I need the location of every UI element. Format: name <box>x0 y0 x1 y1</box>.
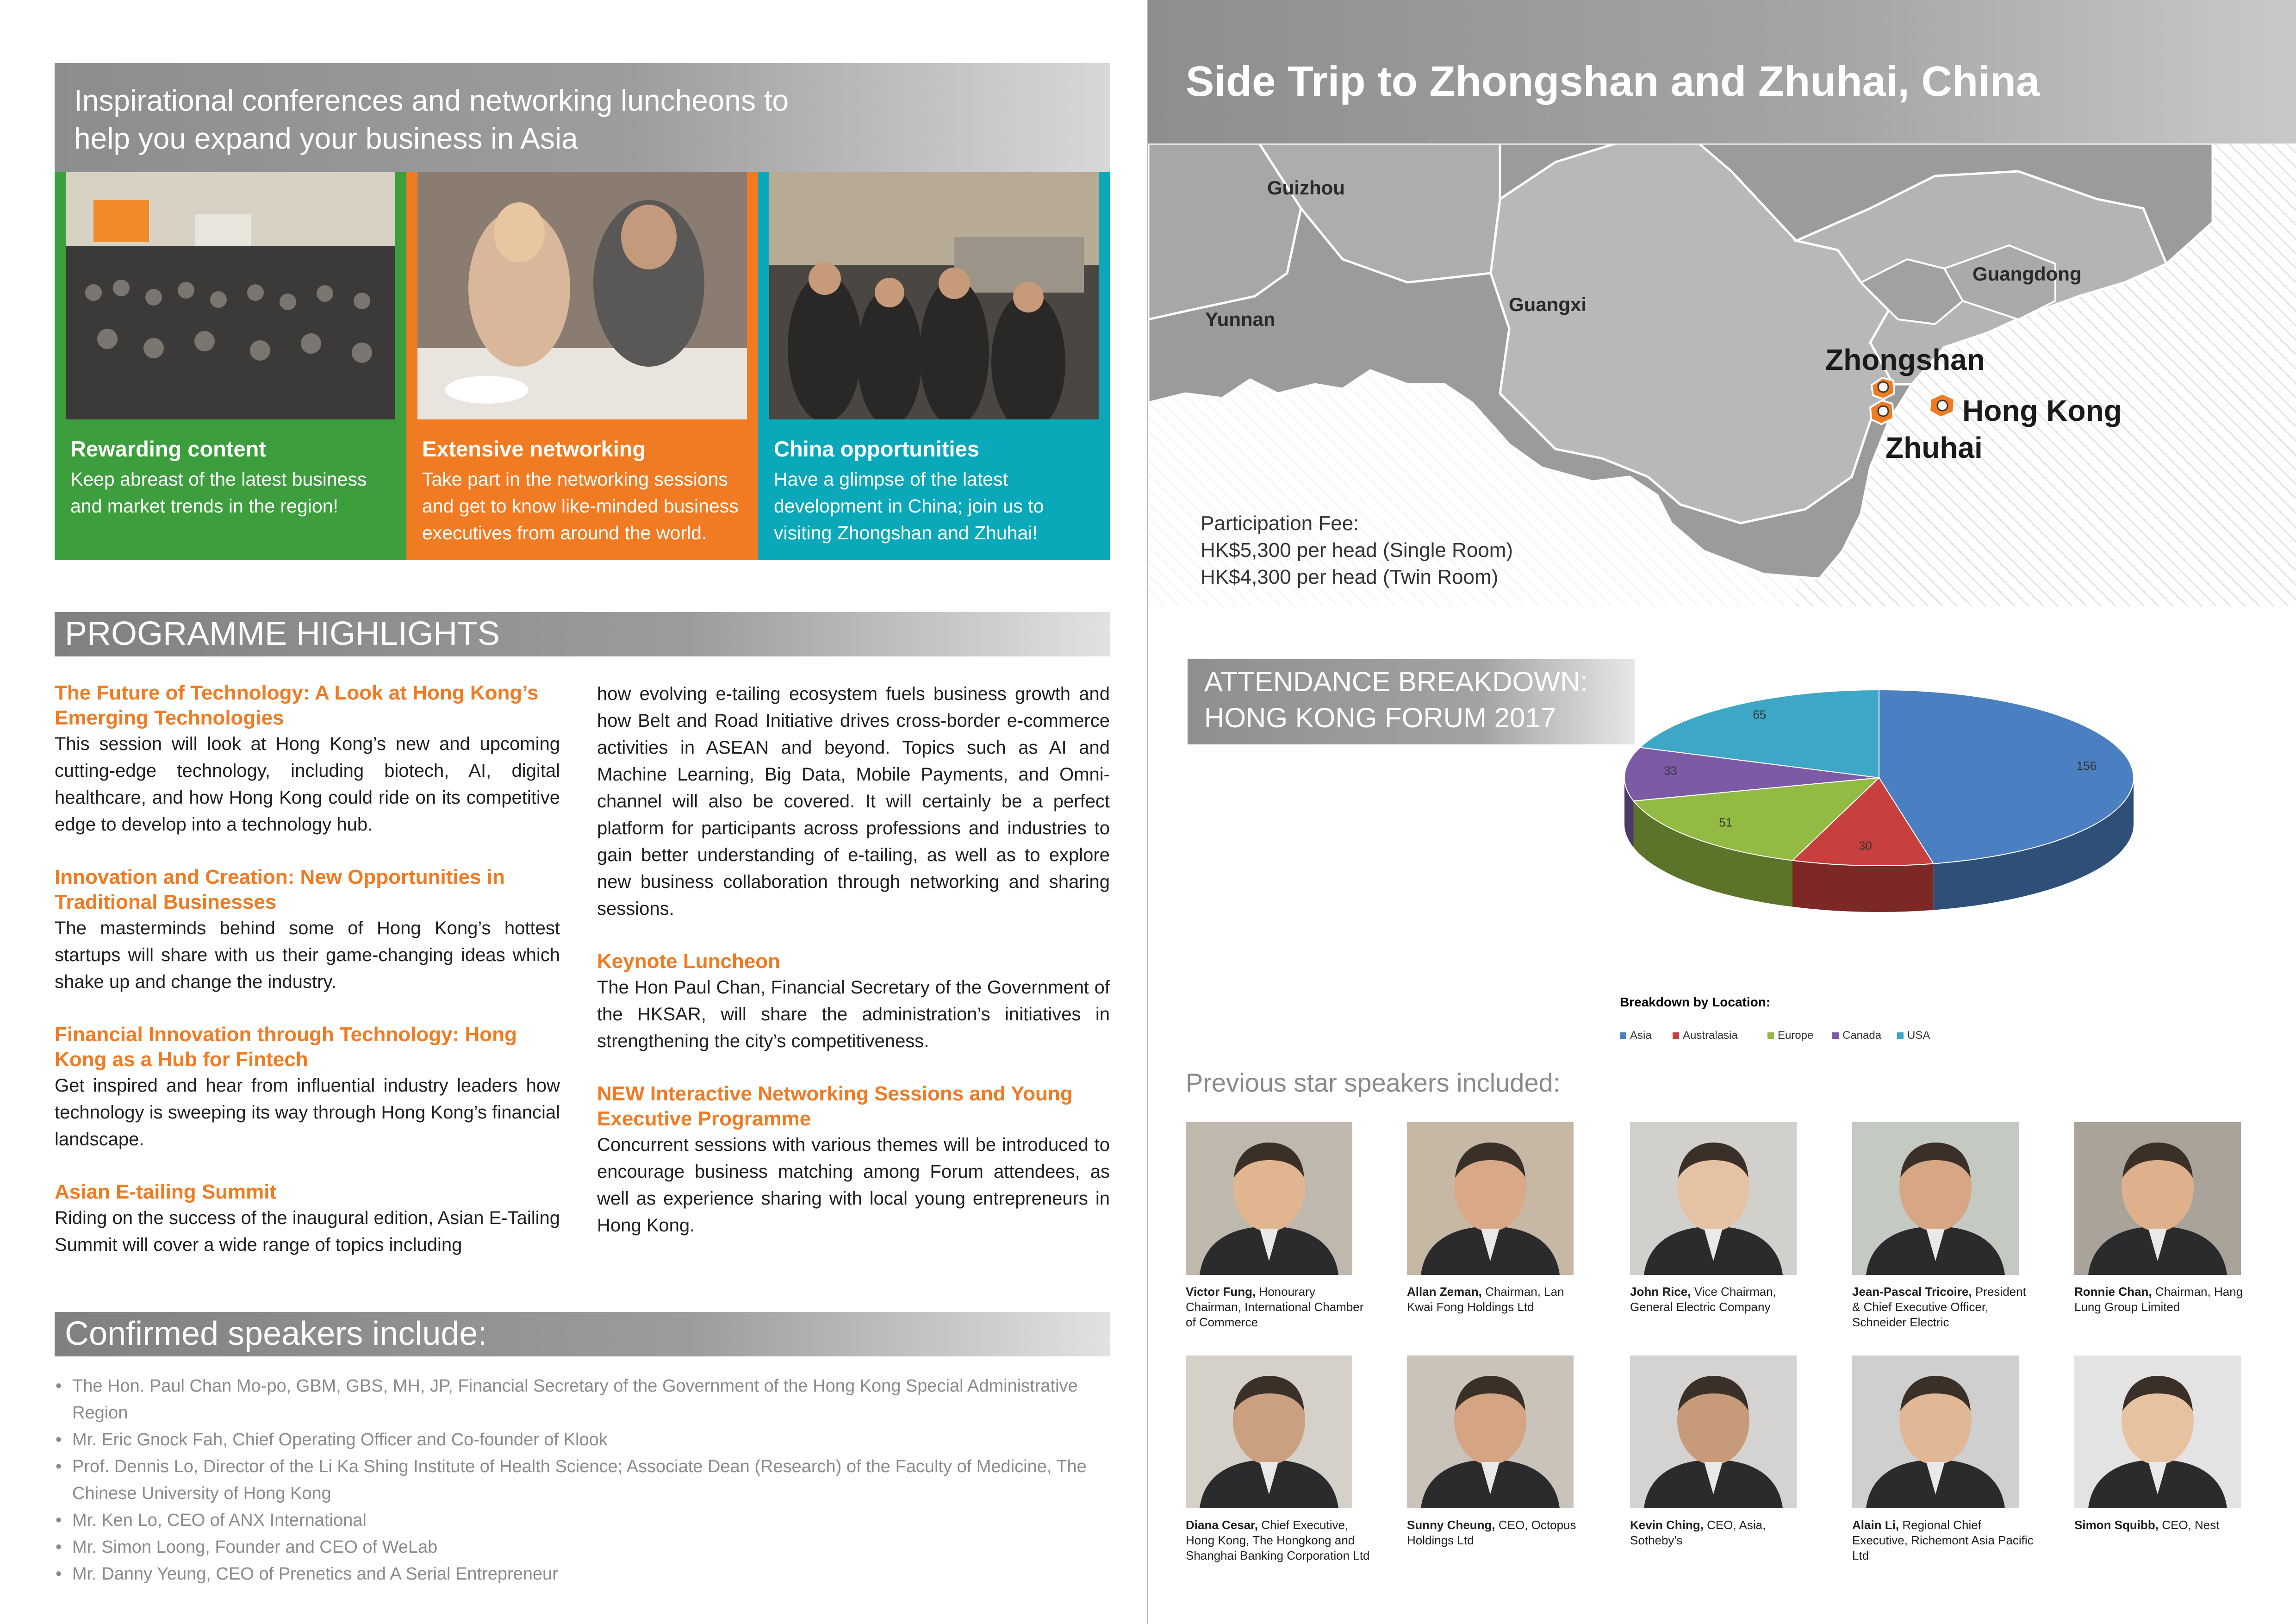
map-label-guangxi: Guangxi <box>1509 294 1587 315</box>
participation-fee <box>1201 510 1513 591</box>
highlight-body: Riding on the success of the inaugural edition, Asian E-Tailing Summit will cover a wide range of topics including <box>55 1208 560 1255</box>
tile-title: Rewarding content <box>70 437 267 461</box>
city-label-zhuhai: Zhuhai <box>1885 431 1983 464</box>
highlights-column-right <box>597 681 1110 1239</box>
speaker-caption <box>1852 1284 2037 1330</box>
tile-line: and market trends in the region! <box>70 495 338 517</box>
speaker-photo <box>1407 1355 1574 1508</box>
tile-rewarding-content <box>55 172 406 560</box>
speaker-role: Chairman, Lan Kwai Fong Holdings Ltd <box>1407 1285 1564 1314</box>
tile-line: Keep abreast of the latest business <box>70 468 367 490</box>
highlight-title: Financial Innovation through Technology: Hong Kong as a Hub for Fintech <box>55 1023 517 1071</box>
speaker-photo <box>1852 1122 2019 1275</box>
highlight-body: The Hon Paul Chan, Financial Secretary of the Government of the HKSAR, will share the administration’s initiatives in strengthening the city’s competitiveness. <box>597 977 1110 1051</box>
map-label-guizhou: Guizhou <box>1267 177 1345 199</box>
legend-label-australasia: Australasia <box>1683 1029 1738 1042</box>
speaker-name: Sunny Cheung, <box>1407 1518 1495 1532</box>
tile-line: visiting Zhongshan and Zhuhai! <box>774 522 1038 543</box>
speaker-photo <box>1630 1122 1797 1275</box>
speaker-name: Alain Li, <box>1852 1518 1899 1532</box>
speaker-caption <box>1186 1284 1371 1330</box>
speaker-caption <box>1630 1284 1815 1315</box>
speaker-role: Chief Executive, Hong Kong, The Hongkong and Shanghai Banking Corporation Ltd <box>1186 1518 1370 1562</box>
speaker-caption <box>2074 1518 2259 1533</box>
factory-visit-photo <box>769 172 1099 419</box>
speaker-name: Diana Cesar, <box>1186 1518 1258 1532</box>
speaker-role: President & Chief Executive Officer, Schneider Electric <box>1852 1285 2026 1329</box>
list-item: • Mr. Danny Yeung, CEO of Prenetics and A Serial Entrepreneur <box>56 1561 1120 1587</box>
attendance-heading-box <box>1188 659 1635 744</box>
speaker-name: Allan Zeman, <box>1407 1285 1482 1299</box>
tile-extensive-networking <box>406 172 758 560</box>
conference-hall-photo <box>66 172 395 419</box>
city-label-zhongshan: Zhongshan <box>1825 343 1985 376</box>
pie-slice-side-australasia <box>1792 861 1934 912</box>
speaker-photo <box>1852 1355 2019 1508</box>
legend-swatch-canada <box>1832 1032 1839 1039</box>
tile-line: development in China; join us to <box>774 495 1044 517</box>
list-item: • Mr. Eric Gnock Fah, Chief Operating Officer and Co-founder of Klook <box>56 1426 1120 1453</box>
pie-data-label: 156 <box>2076 759 2097 773</box>
tile-title: Extensive networking <box>422 437 646 461</box>
speaker-name: John Rice, <box>1630 1285 1691 1299</box>
attendance-line-2: HONG KONG FORUM 2017 <box>1204 702 1556 733</box>
tile-line: Take part in the networking sessions <box>422 468 728 490</box>
highlight-body: This session will look at Hong Kong’s new and upcoming cutting-edge technology, including biotech, AI, digital healthcare, and how Hong Kong could ride on its competitive edge to develop into a technology hub. <box>55 734 560 835</box>
side-trip-title: Side Trip to Zhongshan and Zhuhai, China <box>1186 58 2040 105</box>
highlight-title: NEW Interactive Networking Sessions and Young Executive Programme <box>597 1082 1073 1130</box>
confirmed-speakers-bar <box>55 1312 1110 1356</box>
speaker-name: Jean-Pascal Tricoire, <box>1852 1285 1972 1299</box>
networking-luncheon-photo <box>417 172 747 419</box>
list-item: • Mr. Simon Loong, Founder and CEO of WeLab <box>56 1534 1120 1561</box>
programme-highlights-bar <box>55 612 1110 656</box>
speaker-caption <box>1852 1518 2037 1563</box>
map-label-guangdong: Guangdong <box>1972 263 2082 285</box>
tile-china-opportunities <box>758 172 1110 560</box>
speaker-photo <box>1407 1122 1574 1275</box>
highlight-title: Asian E-tailing Summit <box>55 1181 277 1203</box>
highlight-title: Innovation and Creation: New Opportunities in Traditional Businesses <box>55 866 505 913</box>
fee-label: Participation Fee: <box>1201 512 1359 535</box>
legend-label-canada: Canada <box>1842 1029 1882 1042</box>
pie-data-label: 51 <box>1719 815 1733 830</box>
tile-line: and get to know like-minded business <box>422 495 739 517</box>
city-label-hong-kong: Hong Kong <box>1962 394 2122 427</box>
legend-title: Breakdown by Location: <box>1620 995 1771 1009</box>
highlight-title: Keynote Luncheon <box>597 950 781 973</box>
speaker-caption <box>1630 1518 1815 1548</box>
legend-swatch-europe <box>1767 1032 1774 1039</box>
legend-swatch-asia <box>1620 1032 1626 1039</box>
list-item: • The Hon. Paul Chan Mo-po, GBM, GBS, MH, JP, Financial Secretary of the Government of the Hong Kong Special Administrative Region <box>56 1373 1120 1426</box>
speaker-role: CEO, Asia, Sotheby's <box>1630 1518 1766 1547</box>
tile-title: China opportunities <box>774 437 979 461</box>
map-label-yunnan: Yunnan <box>1205 308 1276 330</box>
confirmed-speakers-list <box>56 1373 1120 1587</box>
previous-speakers-heading: Previous star speakers included: <box>1186 1068 1561 1097</box>
speaker-role: CEO, Nest <box>2162 1518 2220 1532</box>
speaker-role: Regional Chief Executive, Richemont Asia Pacific Ltd <box>1852 1518 2034 1562</box>
tile-text <box>774 466 1044 546</box>
speaker-caption <box>1407 1284 1592 1315</box>
list-item: • Mr. Ken Lo, CEO of ANX International <box>56 1507 1120 1534</box>
speaker-role: Chairman, Hang Lung Group Limited <box>2074 1285 2243 1314</box>
attendance-pie-chart <box>1620 667 2221 1046</box>
highlight-body: Get inspired and hear from influential industry leaders how technology is sweeping its way through Hong Kong’s financial landscape. <box>55 1075 560 1149</box>
pie-data-label: 33 <box>1663 763 1677 778</box>
speaker-role: CEO, Octopus Holdings Ltd <box>1407 1518 1576 1547</box>
speaker-photo <box>1186 1122 1352 1275</box>
banner-text <box>74 81 861 157</box>
tile-line: Have a glimpse of the latest <box>774 468 1008 490</box>
tile-text <box>70 466 367 519</box>
speaker-name: Simon Squibb, <box>2074 1518 2159 1532</box>
banner-line-2: help you expand your business in Asia <box>74 122 578 155</box>
tile-line: executives from around the world. <box>422 522 707 543</box>
attendance-line-1: ATTENDANCE BREAKDOWN: <box>1204 666 1588 697</box>
speaker-caption <box>2074 1284 2259 1315</box>
speaker-name: Victor Fung, <box>1186 1285 1256 1299</box>
hong-kong-marker <box>1929 394 1954 418</box>
fee-twin: HK$4,300 per head (Twin Room) <box>1201 566 1499 588</box>
highlight-body: Concurrent sessions with various themes will be introduced to encourage business matching among Forum attendees, as well as experience sharing with local young entrepreneurs in Hong Kong. <box>597 1135 1110 1236</box>
speaker-photo <box>2074 1355 2241 1508</box>
speaker-role: Honourary Chairman, International Chamber of Commerce <box>1186 1285 1364 1329</box>
speaker-caption <box>1407 1518 1592 1548</box>
legend-swatch-usa <box>1897 1032 1904 1039</box>
speaker-name: Kevin Ching, <box>1630 1518 1704 1532</box>
highlight-title: The Future of Technology: A Look at Hong Kong’s Emerging Technologies <box>55 681 539 729</box>
legend-label-usa: USA <box>1907 1029 1930 1042</box>
pie-data-label: 30 <box>1858 838 1872 853</box>
highlight-body: how evolving e-tailing ecosystem fuels business growth and how Belt and Road Initiative drives cross-border e-commerce activities in ASEAN and beyond. Topics such as AI and Machine Learning, Big Data, Mobile Payments, and Omni-channel will also be covered. It will certainly be a perfect platform for participants across professions and industries to gain better understanding of e-tailing, as well as to explore new business collaboration through networking and sharing sessions. <box>597 684 1110 919</box>
tile-text <box>422 466 739 546</box>
section-heading: Confirmed speakers include: <box>65 1315 487 1352</box>
speaker-role: Vice Chairman, General Electric Company <box>1630 1285 1776 1314</box>
speaker-caption <box>1186 1518 1371 1563</box>
banner-line-1: Inspirational conferences and networking luncheons to <box>74 84 789 117</box>
legend-label-europe: Europe <box>1778 1029 1814 1042</box>
speaker-photo <box>2074 1122 2241 1275</box>
speaker-photo <box>1186 1355 1352 1508</box>
section-heading: PROGRAMME HIGHLIGHTS <box>65 615 500 652</box>
fee-single: HK$5,300 per head (Single Room) <box>1201 539 1513 562</box>
highlight-body: The masterminds behind some of Hong Kong’s hottest startups will share with us their game-changing ideas which shake up and change the industry. <box>55 918 560 992</box>
speaker-photo <box>1630 1355 1797 1508</box>
legend-swatch-australasia <box>1673 1032 1679 1039</box>
highlights-column-left <box>55 681 560 1258</box>
list-item: • Prof. Dennis Lo, Director of the Li Ka Shing Institute of Health Science; Associate Dean (Research) of the Faculty of Medicine, The Chinese University of Hong Kong <box>56 1453 1120 1507</box>
speaker-name: Ronnie Chan, <box>2074 1285 2152 1299</box>
legend-label-asia: Asia <box>1630 1029 1652 1042</box>
pie-data-label: 65 <box>1753 707 1767 722</box>
